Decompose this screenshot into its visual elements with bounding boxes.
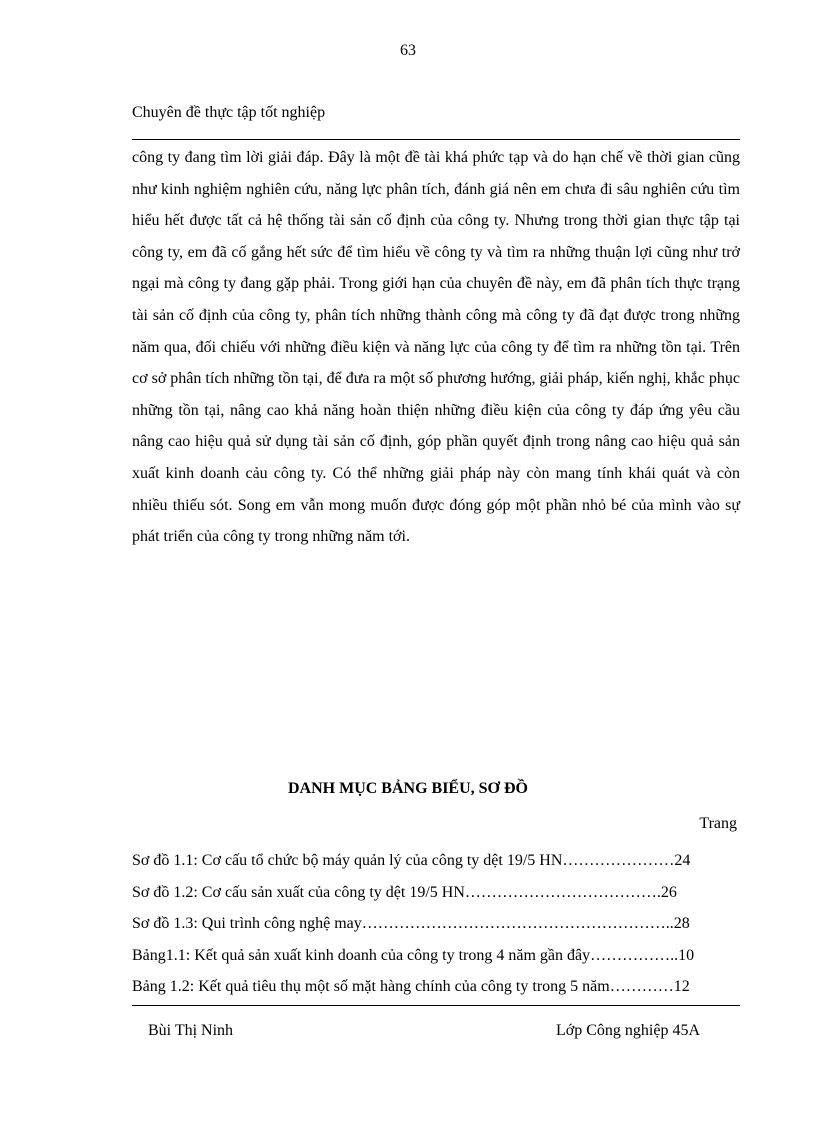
body-paragraph: công ty đang tìm lời giải đáp. Đây là một đề tài khá phức tạp và do hạn chế về thời gian cũng như kinh nghiệm nghiên cứu, năng lực phân tích, đánh giá nên em chưa đi sâu nghiên cứu tìm hiểu hết được tất cả hệ thống tài sản cố định của công ty. Nhưng trong thời gian thực tập tại công ty, em đã cố gắng hết sức để tìm hiểu về công ty và tìm ra những thuận lợi cũng như trở ngại mà công ty đang gặp phải. Trong giới hạn của chuyên đề này, em đã phân tích thực trạng tài sản cố định của công ty, phân tích những thành công mà công ty đã đạt được trong những năm qua, đối chiếu với những điều kiện và năng lực của công ty để tìm ra những tồn tại. Trên cơ sở phân tích những tồn tại, để đưa ra một số phương hướng, giải pháp, kiến nghị, khắc phục những tồn tại, nâng cao khả năng hoàn thiện những điều kiện của công ty đáp ứng yêu cầu nâng cao hiệu quả sử dụng tài sản cố định, góp phần quyết định trong nâng cao hiệu quả sản xuất kinh doanh cảu công ty. Có thể những giải pháp này còn mang tính khái quát và còn nhiều thiếu sót. Song em vẫn mong muốn được đóng góp một phần nhỏ bé của mình vào sự phát triển của công ty trong những năm tới. xyxy=(132,149,740,546)
footer-class: Lớp Công nghiệp 45A xyxy=(556,1022,701,1039)
toc-list xyxy=(132,845,740,1003)
toc-item: Sơ đồ 1.1: Cơ cấu tổ chức bộ máy quản lý của công ty dệt 19/5 HN…………………24 xyxy=(132,852,691,869)
footer-rule xyxy=(132,1005,740,1006)
toc-item: Bảng1.1: Kết quả sản xuất kinh doanh của công ty trong 4 năm gần đây……………..10 xyxy=(132,946,695,964)
toc-page-label: Trang xyxy=(699,815,737,832)
toc-item: Bảng 1.2: Kết quả tiêu thụ một số mặt hàng chính của công ty trong 5 năm…………12 xyxy=(132,978,690,995)
toc-item: Sơ đồ 1.2: Cơ cấu sản xuất của công ty dệt 19/5 HN……………………………….26 xyxy=(132,883,677,901)
footer-author: Bùi Thị Ninh xyxy=(148,1022,234,1039)
toc-item: Sơ đồ 1.3: Qui trình công nghệ may…………………………………………………..28 xyxy=(132,915,690,932)
header-rule xyxy=(132,139,740,140)
toc-title: DANH MỤC BẢNG BIỂU, SƠ ĐỒ xyxy=(287,780,528,797)
header-title: Chuyên đề thực tập tốt nghiệp xyxy=(132,104,326,121)
page-number: 63 xyxy=(400,42,416,59)
